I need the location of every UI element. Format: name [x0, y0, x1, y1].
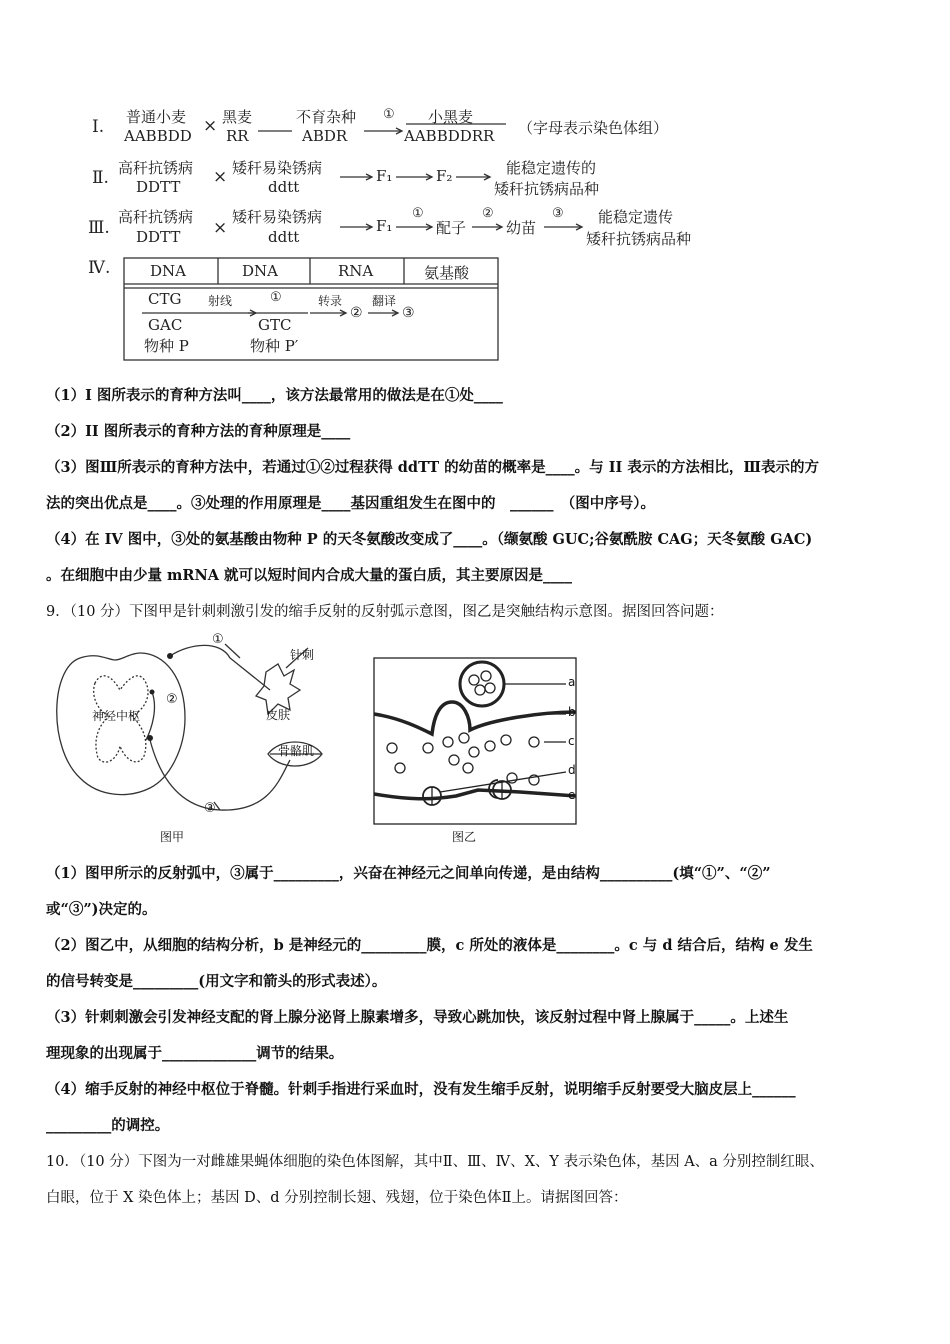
- diagram-lines: [0, 0, 950, 370]
- row3-p2-name: 矮秆易染锈病: [232, 208, 323, 226]
- row1-res-name: 小黑麦: [428, 108, 474, 126]
- row4-transcribe: 转录: [318, 294, 343, 308]
- row4-h2: RNA: [338, 262, 374, 280]
- q9-line3: （2）图乙中，从细胞的结构分析，b 是神经元的_________膜，c 所处的液体是________。c 与 d 结合后，结构 e 发生: [46, 937, 813, 954]
- row1-p2-geno: RR: [226, 127, 249, 145]
- figure-b-label-e: e: [568, 788, 576, 802]
- figure-a-needle: 针刺: [290, 648, 315, 662]
- q8-line1: （1）I 图所表示的育种方法叫____，该方法最常用的做法是在①处____: [46, 387, 503, 404]
- figure-b-label-d: d: [568, 763, 576, 777]
- row1-cross: ×: [203, 116, 218, 136]
- row2-f1: F₁: [376, 167, 393, 185]
- row1-mid-geno: ABDR: [302, 127, 348, 145]
- figure-b-caption: 图乙: [452, 830, 477, 844]
- row2-p2-name: 矮秆易染锈病: [232, 159, 323, 177]
- row4-pp-top: GTC: [258, 316, 292, 334]
- figure-a-n2: ②: [166, 692, 178, 707]
- figure-a-n3: ③: [204, 801, 216, 816]
- figure-b-label-c: c: [568, 734, 575, 748]
- row1-p1-geno: AABBDD: [124, 127, 192, 145]
- figure-b-label-b: b: [568, 705, 576, 719]
- q8-line4: 法的突出优点是____。③处理的作用原理是____基因重组发生在图中的 ______ （图中序号）。: [46, 495, 655, 512]
- row4-ray: 射线: [208, 294, 233, 308]
- row3-roman: Ⅲ.: [88, 218, 110, 238]
- q9-line5: （3）针刺刺激会引发神经支配的肾上腺分泌肾上腺素增多，导致心跳加快，该反射过程中肾上腺属于_____。上述生: [46, 1009, 789, 1026]
- row1-res-geno: AABBDDRR: [404, 127, 495, 145]
- q9-line4: 的信号转变是_________(用文字和箭头的形式表述）。: [46, 973, 387, 990]
- q9-line8: _________的调控。: [46, 1117, 170, 1134]
- row3-s3: ③: [552, 206, 564, 221]
- row2-cross: ×: [213, 167, 228, 187]
- row2-res2: 矮秆抗锈病品种: [494, 180, 600, 198]
- row1-p1-name: 普通小麦: [126, 108, 187, 126]
- figure-b-label-a: a: [568, 675, 576, 689]
- row2-p2-geno: ddtt: [268, 178, 300, 196]
- row3-seedling: 幼苗: [506, 219, 537, 237]
- row4-s2: ②: [350, 305, 363, 321]
- row3-res1: 能稳定遗传: [598, 208, 674, 226]
- q8-line6: 。在细胞中由少量 mRNA 就可以短时间内合成大量的蛋白质，其主要原因是____: [46, 567, 572, 584]
- row2-roman: Ⅱ.: [92, 168, 109, 188]
- figure-a-muscle: 骨骼肌: [278, 744, 315, 758]
- row1-note: （字母表示染色体组）: [518, 119, 669, 137]
- q9-line1: （1）图甲所示的反射弧中，③属于_________，兴奋在神经元之间单向传递，是由结构__________(填“①”、“②”: [46, 865, 771, 882]
- q9-line7: （4）缩手反射的神经中枢位于脊髓。针刺手指进行采血时，没有发生缩手反射，说明缩手反射要受大脑皮层上______: [46, 1081, 796, 1098]
- row4-p-top: CTG: [148, 290, 182, 308]
- q9-stem: 9．（10 分）下图甲是针刺刺激引发的缩手反射的反射弧示意图，图乙是突触结构示意图。据图回答问题：: [46, 604, 724, 620]
- row3-cross: ×: [213, 218, 228, 238]
- row2-f2: F₂: [436, 167, 453, 185]
- q10-line1: 10．（10 分）下图为一对雌雄果蝇体细胞的染色体图解，其中Ⅱ、Ⅲ、Ⅳ、X、Y 表示染色体，基因 A、a 分别控制红眼、: [46, 1154, 824, 1170]
- row3-p1-name: 高秆抗锈病: [118, 208, 194, 226]
- row4-p-bot: GAC: [148, 316, 183, 334]
- row2-res1: 能稳定遗传的: [506, 159, 597, 177]
- figure-a-reflex-arc: [40, 628, 340, 848]
- row4-translate: 翻译: [372, 294, 397, 308]
- q8-line3: （3）图Ⅲ所表示的育种方法中，若通过①②过程获得 ddTT 的幼苗的概率是____。与 II 表示的方法相比，Ⅲ表示的方: [46, 459, 819, 476]
- figure-b-synapse: [370, 656, 610, 846]
- row4-h0: DNA: [150, 262, 186, 280]
- q8-line2: （2）II 图所表示的育种方法的育种原理是____: [46, 423, 351, 440]
- breeding-diagram: [0, 0, 950, 370]
- row1-roman: Ⅰ.: [92, 117, 105, 137]
- figure-a-center-label: 神经中枢: [92, 709, 141, 723]
- row1-mid-name: 不育杂种: [296, 108, 357, 126]
- figure-a-caption: 图甲: [160, 830, 185, 844]
- row3-s1: ①: [412, 206, 424, 221]
- row3-res2: 矮秆抗锈病品种: [586, 230, 692, 248]
- row4-p-name: 物种 P: [144, 337, 189, 355]
- row1-p2-name: 黑麦: [222, 108, 253, 126]
- row2-p1-name: 高秆抗锈病: [118, 159, 194, 177]
- row4-h1: DNA: [242, 262, 278, 280]
- figure-a-n1: ①: [212, 632, 224, 647]
- row4-h3: 氨基酸: [424, 264, 470, 282]
- row4-s1: ①: [270, 290, 282, 305]
- q8-line5: （4）在 IV 图中，③处的氨基酸由物种 P 的天冬氨酸改变成了____。（缬氨酸 GUC;谷氨酰胺 CAG；天冬氨酸 GAC): [46, 531, 813, 548]
- row3-s2: ②: [482, 206, 494, 221]
- q9-line6: 理现象的出现属于_____________调节的结果。: [46, 1045, 344, 1062]
- row3-gamete: 配子: [436, 219, 467, 237]
- row4-roman: Ⅳ.: [88, 258, 111, 278]
- row1-step: ①: [383, 107, 395, 122]
- row3-p2-geno: ddtt: [268, 228, 300, 246]
- row3-f1: F₁: [376, 217, 393, 235]
- row2-p1-geno: DDTT: [136, 178, 181, 196]
- q10-line2: 白眼，位于 X 染色体上；基因 D、d 分别控制长翅、残翅，位于染色体Ⅱ上。请据图回答：: [46, 1190, 628, 1206]
- q9-line2: 或“③”)决定的。: [46, 901, 157, 918]
- figure-a-skin: 皮肤: [266, 708, 291, 722]
- row3-p1-geno: DDTT: [136, 228, 181, 246]
- row4-pp-name: 物种 P′: [250, 337, 299, 355]
- row4-s3: ③: [402, 305, 415, 321]
